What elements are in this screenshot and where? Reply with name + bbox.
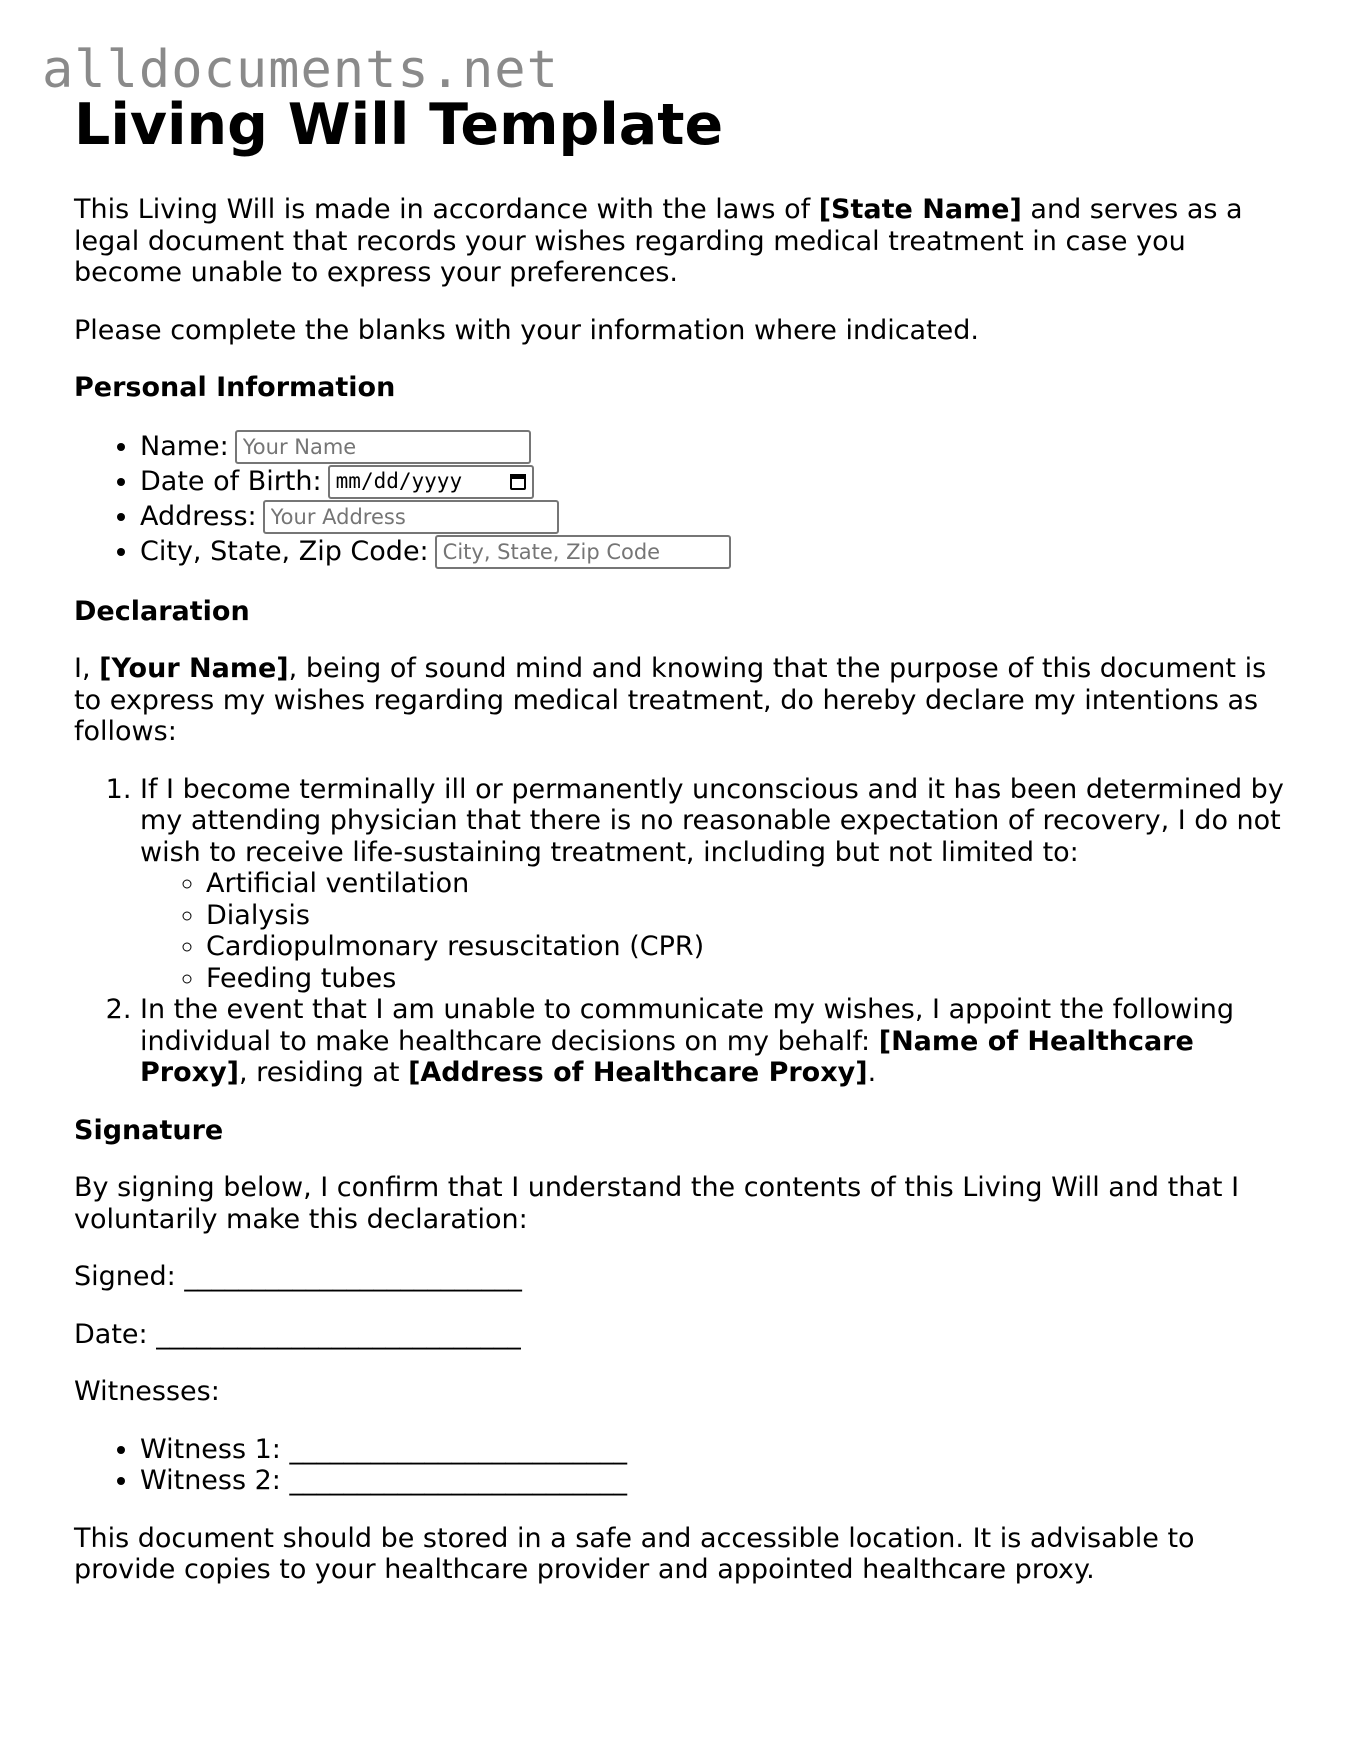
witness-list (74, 1434, 1294, 1497)
declaration-item-2-prefix: In the event that I am unable to communicate my wishes, I appoint the following individual to make healthcare decisions on my behalf: (140, 994, 1234, 1057)
personal-info-list (74, 430, 1294, 570)
signature-statement: By signing below, I confirm that I understand the contents of this Living Will and that I voluntarily make this declaration: (74, 1172, 1240, 1235)
date-line: Date: ___________________________ (74, 1318, 521, 1350)
declaration-intro (74, 653, 1294, 748)
declaration-intro-prefix: I, (74, 653, 100, 684)
state-placeholder: [State Name] (818, 194, 1022, 225)
city-label: • City, State, Zip Code: (140, 535, 429, 567)
name-row (140, 430, 1294, 465)
instructions: Please complete the blanks with your information where indicated. (74, 314, 980, 346)
declaration-intro-suffix: , being of sound mind and knowing that the purpose of this document is to express my wishes regarding medical treatment, do hereby declare my intentions as follows: (74, 653, 1267, 747)
page-title: Living Will Template (74, 92, 724, 158)
proxy-name-placeholder: [Name of Healthcare Proxy] (140, 1025, 1194, 1088)
witness-1-line: • Witness 1: _________________________ (140, 1434, 1294, 1466)
declaration-item-1 (140, 774, 1294, 995)
witnesses-label: Witnesses: (74, 1376, 220, 1407)
address-row (140, 500, 1294, 535)
treatment-item: ◦ Feeding tubes (206, 963, 1294, 995)
city-row (140, 535, 1294, 570)
your-name-placeholder: [Your Name] (99, 653, 289, 684)
name-input[interactable] (235, 430, 531, 464)
treatment-item: ◦ Artificial ventilation (206, 868, 1294, 900)
declaration-item-2-end: . (867, 1057, 877, 1088)
treatment-list (140, 868, 1294, 994)
intro-text-after: and serves as a legal document that records your wishes regarding medical treatment in case you become unable to express your preferences. (74, 194, 1243, 288)
document-page (74, 92, 1294, 1586)
dob-label: • Date of Birth: (140, 465, 322, 497)
personal-info-heading: Personal Information (74, 372, 396, 403)
declaration-item-1-text: If I become terminally ill or permanently unconscious and it has been determined by my attending physician that there is no reasonable expectation of recovery, I do not wish to receive life-sustaining treatment, including but not limited to: (140, 773, 1284, 868)
dob-placeholder: mm/dd/yyyy (335, 468, 463, 493)
treatment-item: ◦ Cardiopulmonary resuscitation (CPR) (206, 931, 1294, 963)
declaration-list (74, 774, 1294, 1089)
address-input[interactable] (263, 500, 559, 534)
treatment-item: ◦ Dialysis (206, 900, 1294, 932)
proxy-address-placeholder: [Address of Healthcare Proxy] (408, 1057, 868, 1088)
address-label: • Address: (140, 500, 257, 532)
declaration-item-2-middle: , residing at (239, 1057, 409, 1088)
watermark: alldocuments.net (42, 40, 559, 100)
declaration-heading: Declaration (74, 595, 250, 627)
calendar-icon[interactable] (510, 474, 526, 490)
dob-row (140, 465, 1294, 500)
witness-2-line: • Witness 2: _________________________ (140, 1465, 1294, 1497)
declaration-item-2 (140, 994, 1294, 1089)
closing-paragraph: This document should be stored in a safe and accessible location. It is advisable to provide copies to your healthcare provider and appointed healthcare proxy. (74, 1522, 1195, 1585)
dob-date-input[interactable] (328, 465, 534, 499)
signed-line: Signed: _________________________ (74, 1261, 522, 1292)
signature-heading: Signature (74, 1114, 224, 1146)
name-label: • Name: (140, 430, 229, 462)
intro-paragraph (74, 194, 1294, 289)
intro-text-before: This Living Will is made in accordance with the laws of (74, 194, 819, 225)
city-state-zip-input[interactable] (435, 535, 731, 569)
